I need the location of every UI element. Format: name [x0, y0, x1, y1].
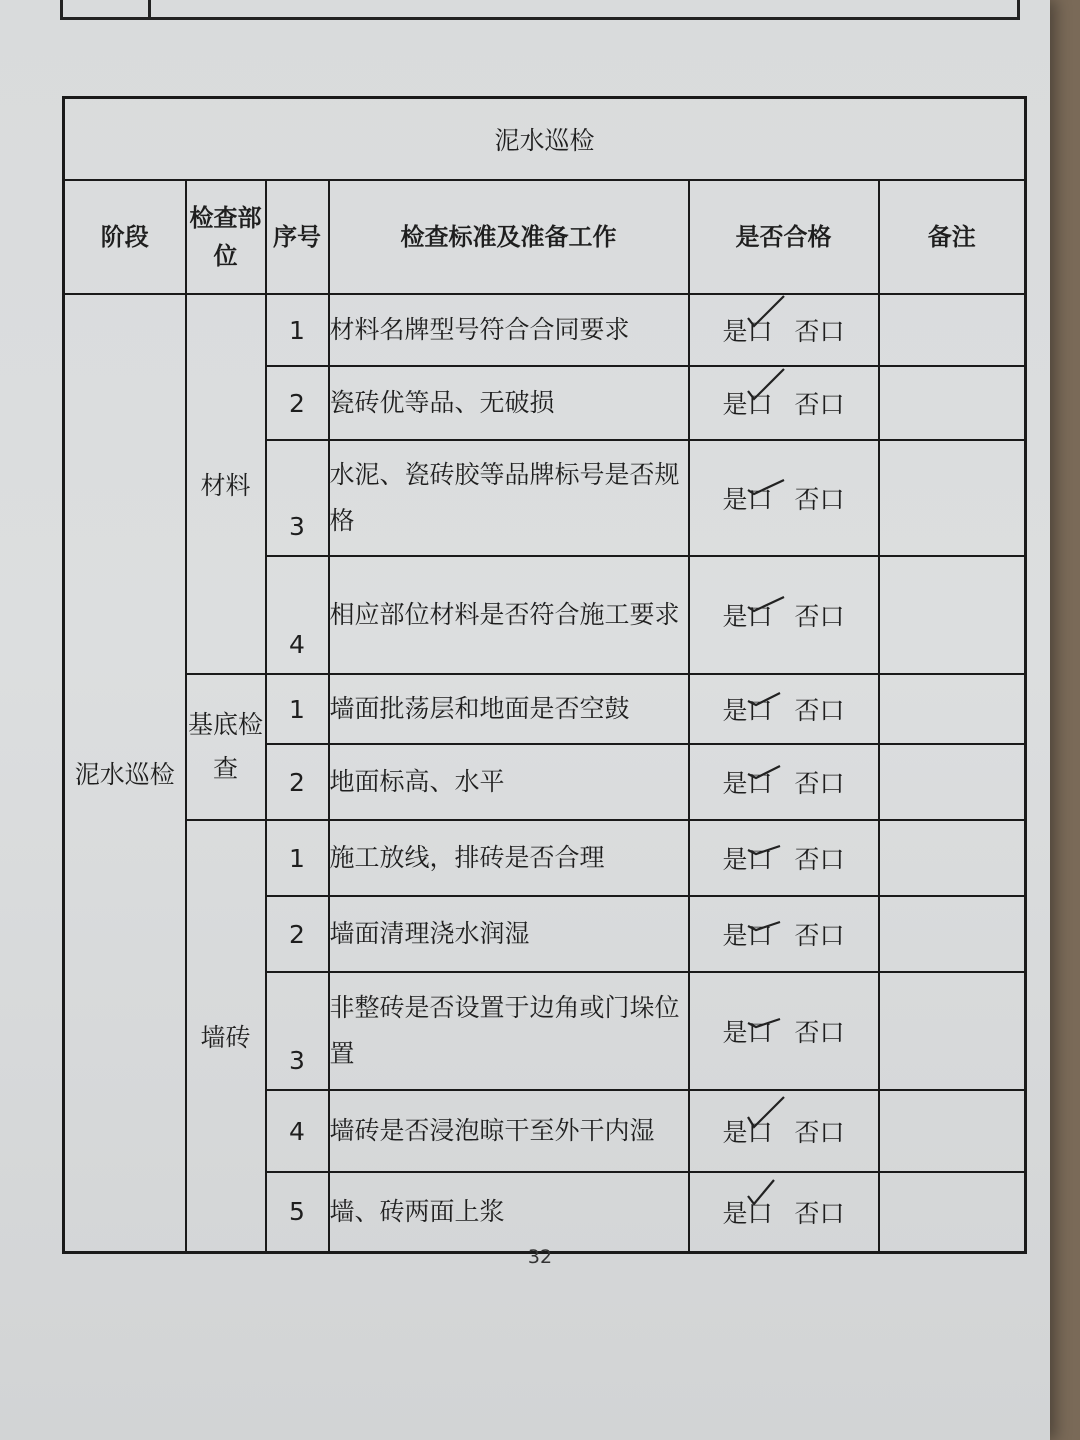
row-number: 1: [266, 820, 329, 896]
remark-cell: [879, 972, 1026, 1090]
header-remark: 备注: [879, 180, 1026, 294]
standard-text: 地面标高、水平: [329, 744, 689, 820]
stage-cell: 泥水巡检: [64, 294, 186, 1252]
remark-cell: [879, 1090, 1026, 1172]
pass-fail-checkbox[interactable]: 是口 否口: [689, 820, 879, 896]
pass-fail-checkbox[interactable]: 是口 否口: [689, 366, 879, 440]
pass-fail-checkbox[interactable]: 是口 否口: [689, 1090, 879, 1172]
row-number: 1: [266, 294, 329, 366]
header-standard: 检查标准及准备工作: [329, 180, 689, 294]
pass-fail-checkbox[interactable]: 是口 否口: [689, 294, 879, 366]
remark-cell: [879, 744, 1026, 820]
standard-text: 墙面清理浇水润湿: [329, 896, 689, 972]
row-number: 4: [266, 556, 329, 674]
pass-fail-checkbox[interactable]: 是口 否口: [689, 896, 879, 972]
standard-text: 墙面批荡层和地面是否空鼓: [329, 674, 689, 744]
remark-cell: [879, 1172, 1026, 1252]
remark-cell: [879, 294, 1026, 366]
header-part: 检查部位: [186, 180, 266, 294]
part-materials: 材料: [186, 294, 266, 674]
standard-text: 材料名牌型号符合合同要求: [329, 294, 689, 366]
standard-text: 施工放线，排砖是否合理: [329, 820, 689, 896]
header-pass: 是否合格: [689, 180, 879, 294]
previous-table-bottom: [60, 0, 1020, 20]
remark-cell: [879, 366, 1026, 440]
remark-cell: [879, 896, 1026, 972]
header-stage: 阶段: [64, 180, 186, 294]
row-number: 2: [266, 744, 329, 820]
part-base-check: 基底检查: [186, 674, 266, 820]
standard-text: 瓷砖优等品、无破损: [329, 366, 689, 440]
row-number: 5: [266, 1172, 329, 1252]
standard-text: 墙砖是否浸泡晾干至外干内湿: [329, 1090, 689, 1172]
pass-fail-checkbox[interactable]: 是口 否口: [689, 1172, 879, 1252]
standard-text: 水泥、瓷砖胶等品牌标号是否规格: [329, 440, 689, 556]
remark-cell: [879, 556, 1026, 674]
pass-fail-checkbox[interactable]: 是口 否口: [689, 744, 879, 820]
part-wall-tile: 墙砖: [186, 820, 266, 1252]
remark-cell: [879, 674, 1026, 744]
pass-fail-checkbox[interactable]: 是口 否口: [689, 674, 879, 744]
row-number: 2: [266, 366, 329, 440]
remark-cell: [879, 820, 1026, 896]
row-number: 1: [266, 674, 329, 744]
standard-text: 非整砖是否设置于边角或门垛位置: [329, 972, 689, 1090]
table-row: [64, 294, 1026, 366]
table-row: [64, 674, 1026, 744]
header-num: 序号: [266, 180, 329, 294]
inspection-table: [62, 96, 1027, 1254]
pass-fail-checkbox[interactable]: 是口 否口: [689, 440, 879, 556]
standard-text: 墙、砖两面上浆: [329, 1172, 689, 1252]
remark-cell: [879, 440, 1026, 556]
standard-text: 相应部位材料是否符合施工要求: [329, 556, 689, 674]
row-number: 2: [266, 896, 329, 972]
pass-fail-checkbox[interactable]: 是口 否口: [689, 556, 879, 674]
table-title: 泥水巡检: [64, 98, 1026, 181]
pass-fail-checkbox[interactable]: 是口 否口: [689, 972, 879, 1090]
table-row: [64, 820, 1026, 896]
row-number: 4: [266, 1090, 329, 1172]
row-number: 3: [266, 440, 329, 556]
row-number: 3: [266, 972, 329, 1090]
page-number: 32: [527, 1246, 553, 1268]
